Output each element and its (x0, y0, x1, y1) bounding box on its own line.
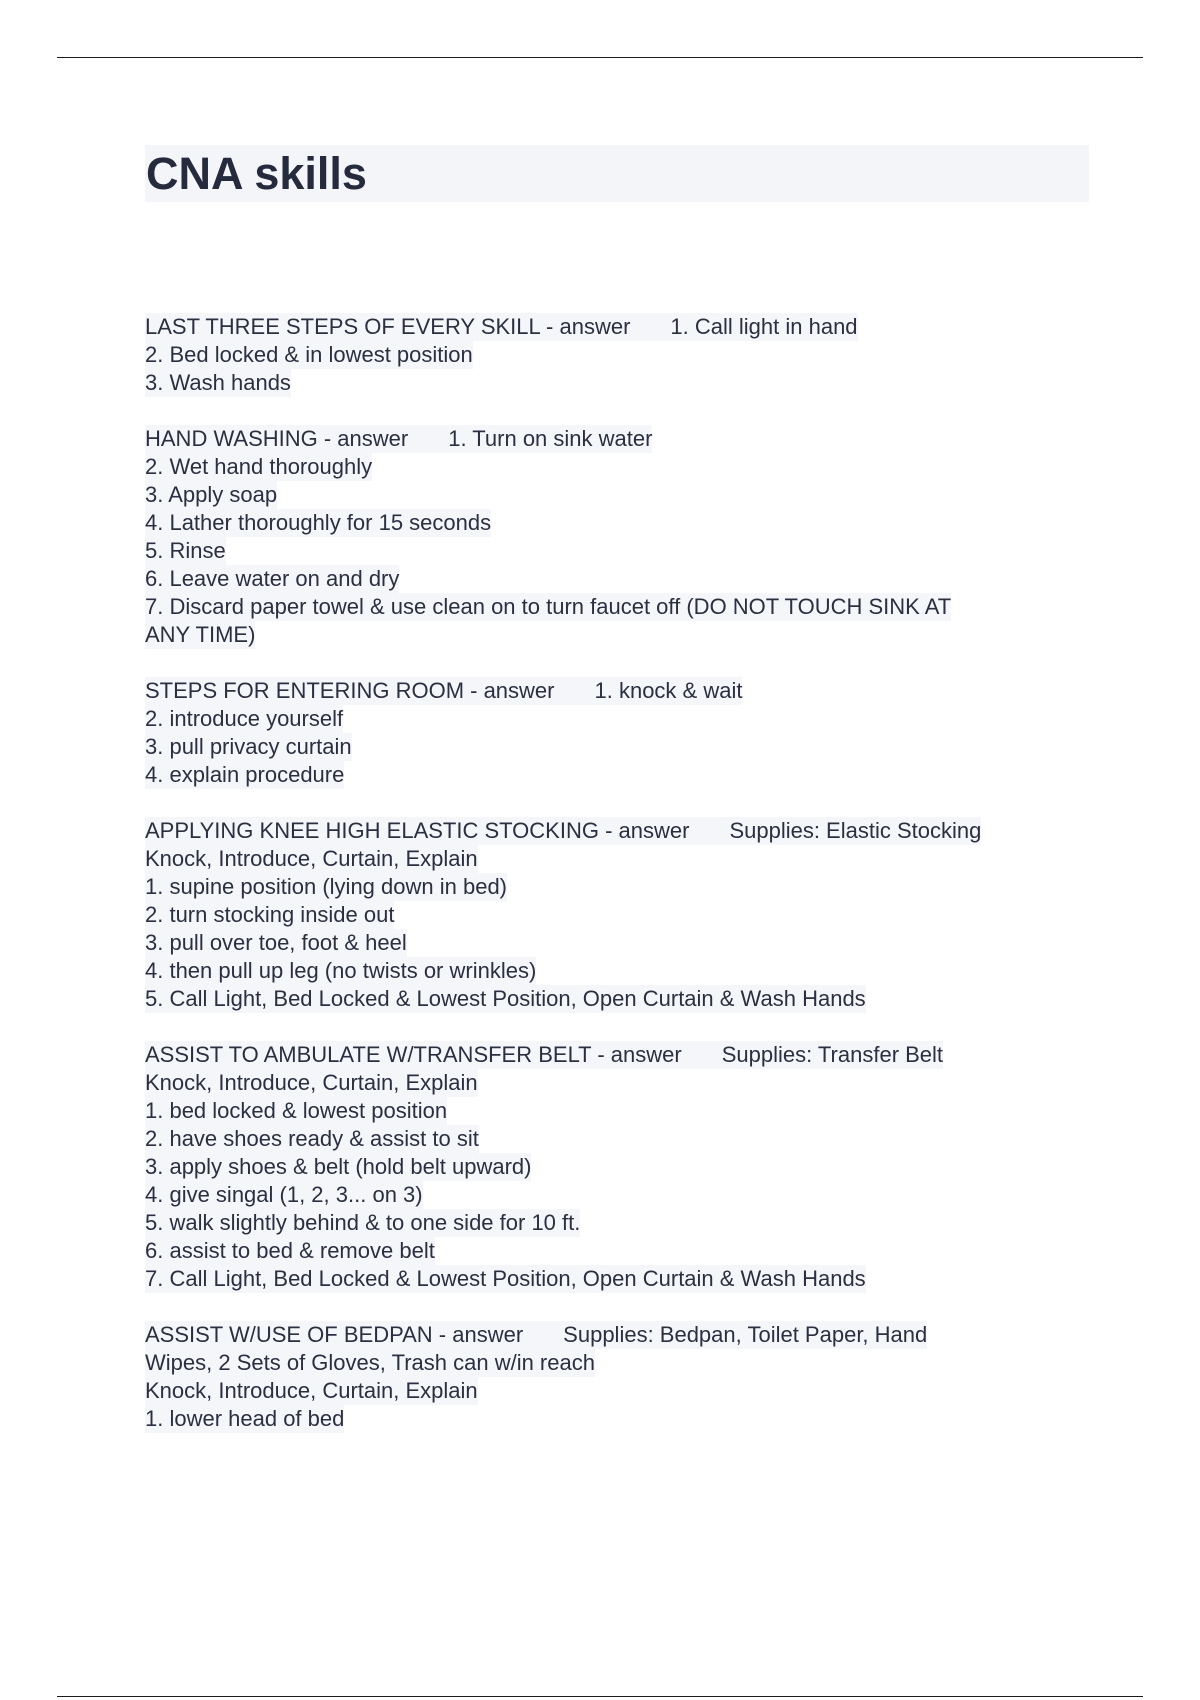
qa-item (145, 313, 1090, 397)
qa-answer-line: 2. Bed locked & in lowest position (145, 342, 473, 367)
qa-answer-line: 1. lower head of bed (145, 1406, 345, 1431)
qa-answer-line: 6. assist to bed & remove belt (145, 1238, 435, 1263)
qa-question: ASSIST W/USE OF BEDPAN - answer (145, 1322, 524, 1347)
qa-answer-line: 6. Leave water on and dry (145, 566, 400, 591)
qa-answer-first-line: Supplies: Bedpan, Toilet Paper, Hand (563, 1322, 928, 1347)
qa-answer-line: 3. Wash hands (145, 370, 291, 395)
qa-item (145, 425, 1090, 649)
qa-item (145, 677, 1090, 789)
qa-answer-line: 2. Wet hand thoroughly (145, 454, 373, 479)
qa-question: HAND WASHING - answer (145, 426, 409, 451)
qa-first-line (145, 313, 858, 341)
qa-answer-line: 5. Rinse (145, 538, 226, 563)
qa-answer-line: 3. Apply soap (145, 482, 278, 507)
qa-answer-first-line: 1. Call light in hand (670, 314, 858, 339)
qa-answer-line: Wipes, 2 Sets of Gloves, Trash can w/in reach (145, 1350, 595, 1375)
qa-answer-first-line: 1. knock & wait (594, 678, 743, 703)
qa-answer-line: 4. Lather thoroughly for 15 seconds (145, 510, 492, 535)
top-rule (57, 57, 1143, 58)
bottom-rule (57, 1696, 1143, 1697)
qa-item (145, 1041, 1090, 1293)
qa-answer-line: ANY TIME) (145, 622, 256, 647)
qa-first-line (145, 425, 652, 453)
qa-answer-first-line: Supplies: Elastic Stocking (729, 818, 982, 843)
qa-first-line (145, 677, 742, 705)
qa-answer-line: Knock, Introduce, Curtain, Explain (145, 1378, 478, 1403)
qa-first-line (145, 1041, 943, 1069)
qa-first-line (145, 1321, 927, 1349)
qa-answer-line: 3. pull over toe, foot & heel (145, 930, 407, 955)
qa-answer-line: 4. then pull up leg (no twists or wrinkles) (145, 958, 537, 983)
qa-answer-line: 4. explain procedure (145, 762, 345, 787)
qa-answer-first-line: 1. Turn on sink water (448, 426, 653, 451)
qa-answer-first-line: Supplies: Transfer Belt (721, 1042, 944, 1067)
qa-answer-line: Knock, Introduce, Curtain, Explain (145, 846, 478, 871)
qa-answer-line: 5. Call Light, Bed Locked & Lowest Position, Open Curtain & Wash Hands (145, 986, 866, 1011)
qa-question: APPLYING KNEE HIGH ELASTIC STOCKING - answer (145, 818, 690, 843)
qa-item (145, 1321, 1090, 1433)
qa-answer-line: 3. apply shoes & belt (hold belt upward) (145, 1154, 532, 1179)
qa-question: STEPS FOR ENTERING ROOM - answer (145, 678, 555, 703)
page-title: CNA skills (146, 148, 367, 199)
qa-answer-line: 2. have shoes ready & assist to sit (145, 1126, 479, 1151)
qa-answer-line: 2. turn stocking inside out (145, 902, 395, 927)
qa-answer-line: Knock, Introduce, Curtain, Explain (145, 1070, 478, 1095)
qa-answer-line: 7. Discard paper towel & use clean on to turn faucet off (DO NOT TOUCH SINK AT (145, 594, 952, 619)
qa-answer-line: 1. supine position (lying down in bed) (145, 874, 508, 899)
qa-answer-line: 2. introduce yourself (145, 706, 344, 731)
qa-question: LAST THREE STEPS OF EVERY SKILL - answer (145, 314, 631, 339)
qa-answer-line: 5. walk slightly behind & to one side for 10 ft. (145, 1210, 581, 1235)
qa-first-line (145, 817, 981, 845)
qa-answer-line: 1. bed locked & lowest position (145, 1098, 448, 1123)
qa-answer-line: 7. Call Light, Bed Locked & Lowest Position, Open Curtain & Wash Hands (145, 1266, 866, 1291)
flashcard-list (145, 313, 1090, 1461)
qa-answer-line: 4. give singal (1, 2, 3... on 3) (145, 1182, 423, 1207)
qa-answer-line: 3. pull privacy curtain (145, 734, 352, 759)
qa-question: ASSIST TO AMBULATE W/TRANSFER BELT - answer (145, 1042, 682, 1067)
qa-item (145, 817, 1090, 1013)
